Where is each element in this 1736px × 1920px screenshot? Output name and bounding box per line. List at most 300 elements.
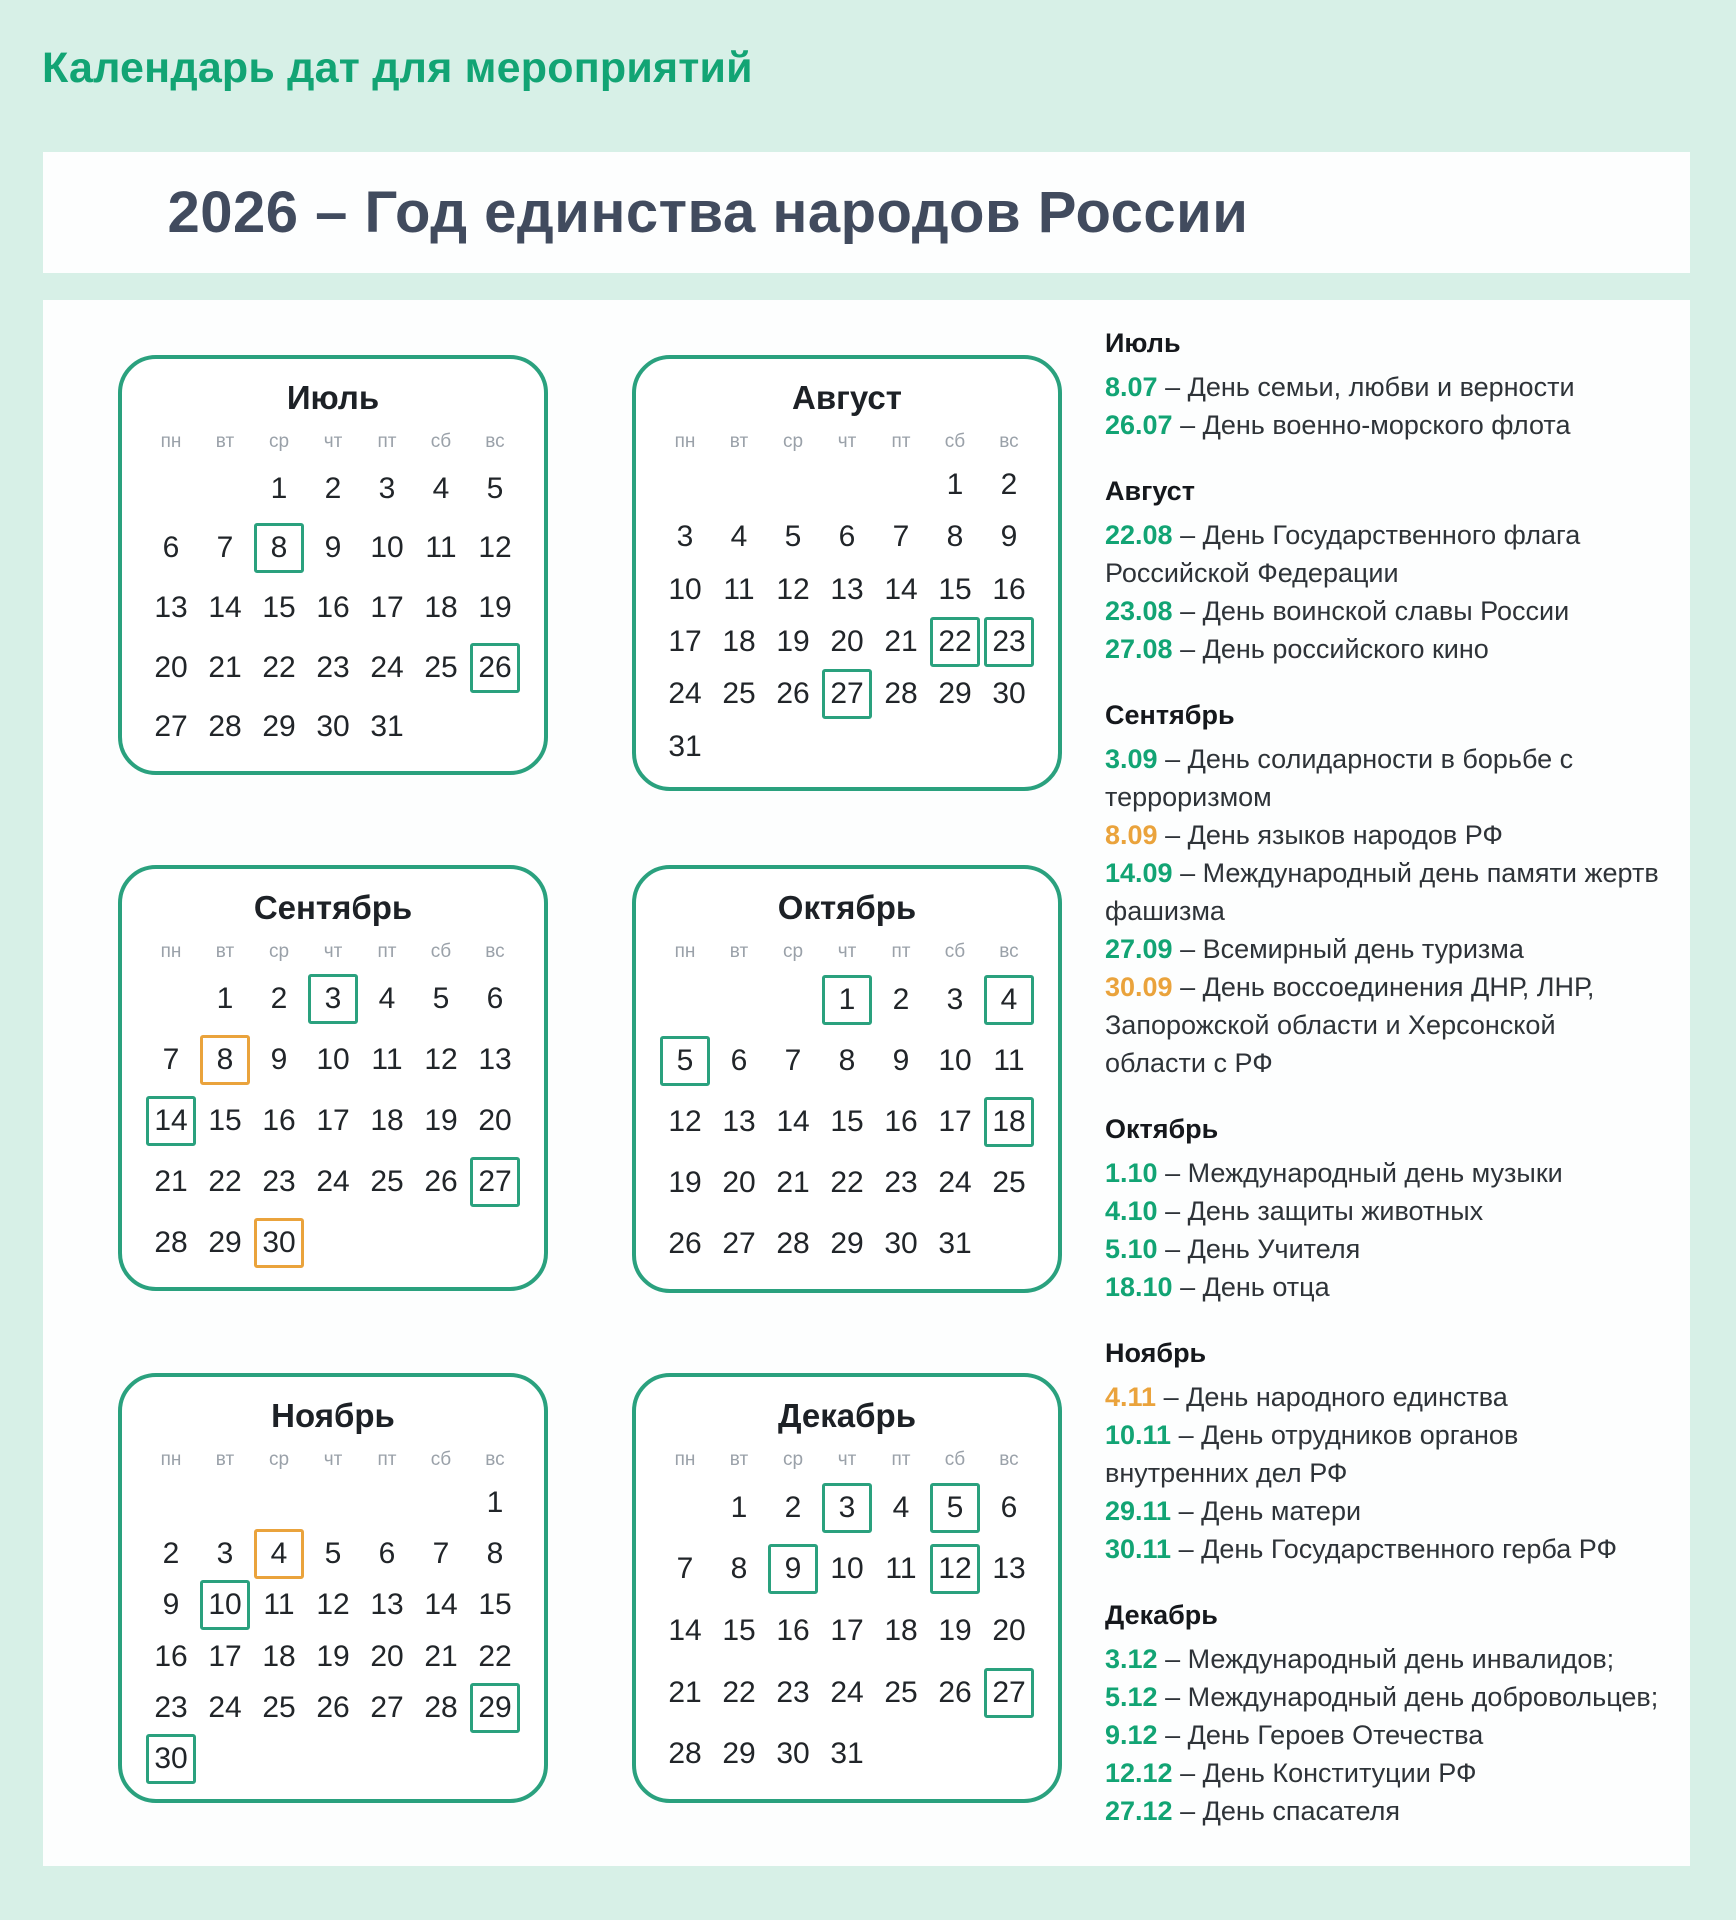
month-title: Октябрь bbox=[777, 889, 917, 926]
day-cell: 23 bbox=[316, 650, 350, 684]
day-cell: 16 bbox=[884, 1104, 918, 1138]
day-cell-empty bbox=[470, 702, 520, 752]
day-cell: 17 bbox=[830, 1613, 864, 1647]
day-cell: 9 bbox=[270, 1043, 288, 1077]
event-item bbox=[1105, 516, 1663, 592]
day-cell-empty bbox=[984, 722, 1034, 772]
day-cell: 26 bbox=[776, 677, 810, 711]
day-cell: 13 bbox=[370, 1588, 404, 1622]
event-item bbox=[1105, 854, 1663, 930]
weekday-label: сб bbox=[944, 431, 966, 452]
weekday-label: вт bbox=[215, 941, 235, 962]
day-cell: 13 bbox=[992, 1552, 1026, 1586]
day-cell: 17 bbox=[208, 1639, 242, 1673]
day-cell: 12 bbox=[668, 1104, 702, 1138]
event-month-header: Август bbox=[1105, 476, 1195, 506]
day-cell-empty bbox=[768, 460, 818, 510]
day-cell: 3 bbox=[378, 471, 396, 505]
event-date: 22.08 bbox=[1105, 520, 1173, 550]
day-cell: 16 bbox=[316, 590, 350, 624]
day-cell-empty bbox=[768, 975, 818, 1025]
month-card bbox=[118, 865, 548, 1291]
day-cell: 16 bbox=[992, 572, 1026, 606]
event-month-header: Декабрь bbox=[1105, 1600, 1218, 1630]
weekday-label: пт bbox=[891, 941, 911, 962]
day-cell-empty bbox=[254, 1478, 304, 1528]
day-cell-empty bbox=[714, 722, 764, 772]
day-cell: 10 bbox=[938, 1043, 972, 1077]
day-cell-highlighted: 30 bbox=[254, 1218, 304, 1268]
day-cell: 2 bbox=[1000, 468, 1018, 502]
day-cell-highlighted: 9 bbox=[768, 1544, 818, 1594]
day-cell-empty bbox=[200, 1478, 250, 1528]
day-cell: 16 bbox=[154, 1639, 188, 1673]
day-cell: 22 bbox=[208, 1164, 242, 1198]
days-grid bbox=[144, 459, 522, 757]
weekday-label: чт bbox=[837, 1449, 857, 1470]
weekday-label: вт bbox=[215, 1449, 235, 1470]
event-text: – Международный день музыки bbox=[1157, 1158, 1563, 1188]
day-cell: 27 bbox=[370, 1690, 404, 1724]
event-text: – День семьи, любви и верности bbox=[1157, 372, 1575, 402]
day-cell-highlighted: 3 bbox=[822, 1483, 872, 1533]
day-cell: 7 bbox=[162, 1043, 180, 1077]
day-cell: 19 bbox=[316, 1639, 350, 1673]
day-cell: 27 bbox=[722, 1227, 756, 1261]
weekday-label: чт bbox=[323, 941, 343, 962]
day-cell: 5 bbox=[324, 1536, 342, 1570]
event-item bbox=[1105, 816, 1663, 854]
day-cell: 1 bbox=[486, 1485, 504, 1519]
day-cell-empty bbox=[876, 1729, 926, 1779]
weekday-label: ср bbox=[268, 1449, 290, 1470]
weekday-row bbox=[144, 1449, 522, 1471]
day-cell-empty bbox=[822, 460, 872, 510]
day-cell: 24 bbox=[668, 677, 702, 711]
day-cell-empty bbox=[416, 1478, 466, 1528]
day-cell-empty bbox=[660, 460, 710, 510]
day-cell: 14 bbox=[668, 1613, 702, 1647]
month-card bbox=[632, 355, 1062, 791]
day-cell: 8 bbox=[486, 1536, 504, 1570]
weekday-label: ср bbox=[268, 431, 290, 452]
day-cell-empty bbox=[416, 702, 466, 752]
weekday-label: чт bbox=[323, 1449, 343, 1470]
day-cell-empty bbox=[146, 1478, 196, 1528]
day-cell-empty bbox=[470, 1734, 520, 1784]
weekday-label: пт bbox=[377, 1449, 397, 1470]
day-cell: 1 bbox=[216, 982, 234, 1016]
day-cell-empty bbox=[876, 722, 926, 772]
event-date: 14.09 bbox=[1105, 858, 1173, 888]
day-cell: 21 bbox=[208, 650, 242, 684]
day-cell: 30 bbox=[884, 1227, 918, 1261]
day-cell: 24 bbox=[830, 1675, 864, 1709]
day-cell-empty bbox=[146, 464, 196, 514]
day-cell: 15 bbox=[208, 1103, 242, 1137]
day-cell-highlighted: 3 bbox=[308, 974, 358, 1024]
event-item bbox=[1105, 1154, 1663, 1192]
day-cell: 1 bbox=[730, 1490, 748, 1524]
day-cell-highlighted: 8 bbox=[254, 523, 304, 573]
day-cell: 24 bbox=[370, 650, 404, 684]
event-item bbox=[1105, 1192, 1663, 1230]
weekday-label: вс bbox=[999, 941, 1019, 962]
event-date: 1.10 bbox=[1105, 1158, 1158, 1188]
day-cell: 11 bbox=[723, 572, 755, 606]
day-cell: 14 bbox=[776, 1104, 810, 1138]
day-cell: 24 bbox=[208, 1690, 242, 1724]
day-cell-empty bbox=[714, 460, 764, 510]
day-cell: 19 bbox=[424, 1103, 458, 1137]
weekday-label: пт bbox=[377, 431, 397, 452]
day-cell: 10 bbox=[830, 1552, 864, 1586]
day-cell: 29 bbox=[722, 1737, 756, 1771]
day-cell: 28 bbox=[884, 677, 918, 711]
weekday-label: чт bbox=[837, 431, 857, 452]
day-cell-highlighted: 30 bbox=[146, 1734, 196, 1784]
day-cell: 17 bbox=[938, 1104, 972, 1138]
day-cell: 12 bbox=[478, 531, 512, 565]
day-cell: 31 bbox=[938, 1227, 972, 1261]
event-text: – День Государственного герба РФ bbox=[1171, 1534, 1618, 1564]
year-banner-title: 2026 – Год единства народов России bbox=[167, 180, 1249, 245]
event-item bbox=[1105, 1792, 1663, 1830]
event-date: 27.12 bbox=[1105, 1796, 1173, 1826]
event-item bbox=[1105, 1230, 1663, 1268]
day-cell-highlighted: 4 bbox=[984, 975, 1034, 1025]
weekday-label: ср bbox=[268, 941, 290, 962]
event-section bbox=[1105, 696, 1663, 1082]
day-cell: 4 bbox=[730, 520, 748, 554]
days-grid bbox=[658, 969, 1036, 1275]
day-cell-empty bbox=[416, 1734, 466, 1784]
day-cell: 31 bbox=[830, 1737, 864, 1771]
day-cell: 8 bbox=[946, 520, 964, 554]
event-date: 12.12 bbox=[1105, 1758, 1173, 1788]
event-text: – День воинской славы России bbox=[1172, 596, 1570, 626]
weekday-label: сб bbox=[944, 941, 966, 962]
day-cell: 4 bbox=[892, 1490, 910, 1524]
day-cell: 14 bbox=[208, 590, 242, 624]
event-section bbox=[1105, 1334, 1663, 1568]
weekday-row bbox=[144, 431, 522, 453]
weekday-label: вс bbox=[485, 431, 505, 452]
event-item bbox=[1105, 1640, 1663, 1678]
weekday-label: пт bbox=[377, 941, 397, 962]
days-grid bbox=[658, 459, 1036, 773]
day-cell: 25 bbox=[722, 677, 756, 711]
event-date: 3.09 bbox=[1105, 744, 1158, 774]
event-section bbox=[1105, 1110, 1663, 1306]
day-cell: 22 bbox=[830, 1166, 864, 1200]
day-cell: 15 bbox=[478, 1588, 512, 1622]
day-cell: 29 bbox=[830, 1227, 864, 1261]
day-cell: 28 bbox=[668, 1737, 702, 1771]
day-cell: 26 bbox=[316, 1690, 350, 1724]
day-cell: 18 bbox=[722, 625, 756, 659]
weekday-label: ср bbox=[782, 941, 804, 962]
day-cell: 17 bbox=[668, 625, 702, 659]
event-text: – Всемирный день туризма bbox=[1172, 934, 1524, 964]
event-text: – День отца bbox=[1172, 1272, 1330, 1302]
day-cell: 22 bbox=[478, 1639, 512, 1673]
day-cell: 22 bbox=[262, 650, 296, 684]
event-text: – День отрудников органов внутренних дел РФ bbox=[1105, 1420, 1519, 1488]
day-cell-empty bbox=[714, 975, 764, 1025]
day-cell-empty bbox=[362, 1478, 412, 1528]
day-cell: 3 bbox=[946, 982, 964, 1016]
day-cell-highlighted: 26 bbox=[470, 643, 520, 693]
event-date: 5.12 bbox=[1105, 1682, 1158, 1712]
day-cell: 13 bbox=[478, 1043, 512, 1077]
day-cell: 9 bbox=[324, 531, 342, 565]
event-text: – День Государственного флага Российской Федерации bbox=[1105, 520, 1581, 588]
day-cell: 13 bbox=[830, 572, 864, 606]
event-text: – Международный день инвалидов; bbox=[1157, 1644, 1615, 1674]
day-cell: 25 bbox=[424, 650, 458, 684]
month-title: Ноябрь bbox=[271, 1397, 395, 1434]
main-panel bbox=[43, 300, 1690, 1866]
day-cell: 1 bbox=[946, 468, 964, 502]
day-cell: 23 bbox=[776, 1675, 810, 1709]
day-cell-empty bbox=[930, 722, 980, 772]
event-month-header: Ноябрь bbox=[1105, 1338, 1207, 1368]
day-cell-highlighted: 10 bbox=[200, 1580, 250, 1630]
weekday-row bbox=[144, 941, 522, 963]
day-cell: 28 bbox=[776, 1227, 810, 1261]
day-cell: 20 bbox=[830, 625, 864, 659]
weekday-label: сб bbox=[944, 1449, 966, 1470]
day-cell: 21 bbox=[154, 1164, 188, 1198]
day-cell-empty bbox=[876, 460, 926, 510]
month-card bbox=[118, 355, 548, 775]
year-banner bbox=[43, 152, 1690, 273]
event-section bbox=[1105, 1596, 1663, 1830]
day-cell-empty bbox=[470, 1218, 520, 1268]
day-cell: 20 bbox=[722, 1166, 756, 1200]
day-cell: 21 bbox=[668, 1675, 702, 1709]
day-cell: 5 bbox=[486, 471, 504, 505]
day-cell: 11 bbox=[371, 1043, 403, 1077]
day-cell: 30 bbox=[992, 677, 1026, 711]
day-cell: 7 bbox=[784, 1043, 802, 1077]
event-month-header: Сентябрь bbox=[1105, 700, 1235, 730]
day-cell-empty bbox=[254, 1734, 304, 1784]
day-cell-empty bbox=[660, 975, 710, 1025]
day-cell-empty bbox=[308, 1478, 358, 1528]
weekday-label: ср bbox=[782, 431, 804, 452]
event-item bbox=[1105, 1530, 1663, 1568]
day-cell: 18 bbox=[370, 1103, 404, 1137]
weekday-label: вс bbox=[485, 941, 505, 962]
event-date: 30.11 bbox=[1105, 1534, 1172, 1564]
day-cell: 6 bbox=[838, 520, 856, 554]
event-date: 3.12 bbox=[1105, 1644, 1158, 1674]
event-text: – День защиты животных bbox=[1157, 1196, 1484, 1226]
day-cell-empty bbox=[146, 974, 196, 1024]
page-title: Календарь дат для мероприятий bbox=[42, 44, 753, 92]
event-text: – День военно-морского флота bbox=[1172, 410, 1571, 440]
day-cell: 7 bbox=[676, 1552, 694, 1586]
day-cell-highlighted: 27 bbox=[822, 669, 872, 719]
day-cell: 17 bbox=[370, 590, 404, 624]
event-month-header: Июль bbox=[1105, 328, 1181, 358]
day-cell-empty bbox=[984, 1729, 1034, 1779]
day-cell: 29 bbox=[208, 1225, 242, 1259]
day-cell: 24 bbox=[938, 1166, 972, 1200]
weekday-label: пн bbox=[674, 431, 696, 452]
weekday-label: вт bbox=[729, 941, 749, 962]
weekday-label: вт bbox=[729, 1449, 749, 1470]
day-cell-highlighted: 22 bbox=[930, 617, 980, 667]
day-cell-empty bbox=[768, 722, 818, 772]
day-cell-highlighted: 5 bbox=[930, 1483, 980, 1533]
weekday-label: пн bbox=[160, 1449, 182, 1470]
day-cell: 30 bbox=[776, 1737, 810, 1771]
day-cell: 1 bbox=[270, 471, 288, 505]
day-cell: 12 bbox=[316, 1588, 350, 1622]
day-cell-empty bbox=[822, 722, 872, 772]
day-cell: 23 bbox=[884, 1166, 918, 1200]
day-cell: 21 bbox=[884, 625, 918, 659]
event-item bbox=[1105, 740, 1663, 816]
day-cell: 7 bbox=[216, 531, 234, 565]
day-cell-highlighted: 5 bbox=[660, 1036, 710, 1086]
day-cell: 18 bbox=[884, 1613, 918, 1647]
day-cell: 26 bbox=[424, 1164, 458, 1198]
weekday-label: ср bbox=[782, 1449, 804, 1470]
day-cell-highlighted: 4 bbox=[254, 1529, 304, 1579]
day-cell: 6 bbox=[378, 1536, 396, 1570]
day-cell: 15 bbox=[722, 1613, 756, 1647]
day-cell: 19 bbox=[776, 625, 810, 659]
day-cell: 11 bbox=[993, 1043, 1025, 1077]
event-date: 4.11 bbox=[1105, 1382, 1157, 1412]
weekday-row bbox=[658, 431, 1036, 453]
day-cell: 28 bbox=[208, 710, 242, 744]
event-text: – Международный день памяти жертв фашизма bbox=[1105, 858, 1659, 926]
day-cell-empty bbox=[984, 1219, 1034, 1269]
event-text: – День солидарности в борьбе с терроризмом bbox=[1105, 744, 1574, 812]
day-cell: 4 bbox=[378, 982, 396, 1016]
event-text: – День матери bbox=[1171, 1496, 1362, 1526]
weekday-label: чт bbox=[837, 941, 857, 962]
day-cell: 29 bbox=[938, 677, 972, 711]
event-date: 23.08 bbox=[1105, 596, 1173, 626]
day-cell: 30 bbox=[316, 710, 350, 744]
day-cell: 10 bbox=[668, 572, 702, 606]
month-title: Декабрь bbox=[778, 1397, 916, 1434]
day-cell: 19 bbox=[668, 1166, 702, 1200]
day-cell: 23 bbox=[262, 1164, 296, 1198]
event-text: – День российского кино bbox=[1172, 634, 1489, 664]
month-card bbox=[632, 1373, 1062, 1803]
day-cell: 15 bbox=[938, 572, 972, 606]
weekday-label: сб bbox=[430, 941, 452, 962]
day-cell: 2 bbox=[324, 471, 342, 505]
day-cell: 2 bbox=[270, 982, 288, 1016]
day-cell: 13 bbox=[722, 1104, 756, 1138]
day-cell: 21 bbox=[776, 1166, 810, 1200]
day-cell: 26 bbox=[668, 1227, 702, 1261]
weekday-label: пн bbox=[674, 1449, 696, 1470]
event-section bbox=[1105, 324, 1663, 444]
event-date: 8.09 bbox=[1105, 820, 1158, 850]
day-cell: 9 bbox=[1000, 520, 1018, 554]
day-cell: 20 bbox=[478, 1103, 512, 1137]
day-cell-highlighted: 12 bbox=[930, 1544, 980, 1594]
day-cell: 6 bbox=[1000, 1490, 1018, 1524]
event-date: 18.10 bbox=[1105, 1272, 1173, 1302]
month-card bbox=[118, 1373, 548, 1803]
day-cell: 9 bbox=[162, 1588, 180, 1622]
day-cell-empty bbox=[308, 1218, 358, 1268]
day-cell: 15 bbox=[830, 1104, 864, 1138]
event-item bbox=[1105, 1716, 1663, 1754]
weekday-label: пн bbox=[160, 431, 182, 452]
weekday-label: пн bbox=[160, 941, 182, 962]
weekday-row bbox=[658, 941, 1036, 963]
weekday-label: вс bbox=[999, 431, 1019, 452]
day-cell: 19 bbox=[938, 1613, 972, 1647]
day-cell: 25 bbox=[992, 1166, 1026, 1200]
weekday-label: вт bbox=[215, 431, 235, 452]
day-cell: 27 bbox=[154, 710, 188, 744]
weekday-label: вс bbox=[999, 1449, 1019, 1470]
event-item bbox=[1105, 368, 1663, 406]
day-cell-empty bbox=[308, 1734, 358, 1784]
event-date: 4.10 bbox=[1105, 1196, 1158, 1226]
event-date: 26.07 bbox=[1105, 410, 1173, 440]
days-grid bbox=[144, 969, 522, 1273]
day-cell: 25 bbox=[370, 1164, 404, 1198]
day-cell-highlighted: 14 bbox=[146, 1096, 196, 1146]
day-cell: 14 bbox=[424, 1588, 458, 1622]
event-text: – День воссоединения ДНР, ЛНР, Запорожской области и Херсонской области с РФ bbox=[1105, 972, 1595, 1078]
day-cell: 6 bbox=[486, 982, 504, 1016]
day-cell: 13 bbox=[154, 590, 188, 624]
event-date: 27.09 bbox=[1105, 934, 1173, 964]
day-cell-highlighted: 27 bbox=[984, 1668, 1034, 1718]
event-date: 30.09 bbox=[1105, 972, 1173, 1002]
month-title: Сентябрь bbox=[253, 889, 413, 926]
event-date: 9.12 bbox=[1105, 1720, 1158, 1750]
weekday-label: сб bbox=[430, 431, 452, 452]
day-cell-highlighted: 8 bbox=[200, 1035, 250, 1085]
event-item bbox=[1105, 1268, 1663, 1306]
weekday-label: вс bbox=[485, 1449, 505, 1470]
day-cell: 16 bbox=[776, 1613, 810, 1647]
day-cell: 11 bbox=[885, 1552, 917, 1586]
day-cell: 24 bbox=[316, 1164, 350, 1198]
day-cell: 20 bbox=[370, 1639, 404, 1673]
day-cell: 25 bbox=[262, 1690, 296, 1724]
day-cell: 19 bbox=[478, 590, 512, 624]
event-text: – День спасателя bbox=[1172, 1796, 1400, 1826]
event-item bbox=[1105, 630, 1663, 668]
day-cell: 22 bbox=[722, 1675, 756, 1709]
event-item bbox=[1105, 1378, 1663, 1416]
day-cell-empty bbox=[930, 1729, 980, 1779]
day-cell: 3 bbox=[216, 1536, 234, 1570]
event-item bbox=[1105, 592, 1663, 630]
day-cell: 5 bbox=[784, 520, 802, 554]
day-cell-empty bbox=[416, 1218, 466, 1268]
day-cell-empty bbox=[200, 1734, 250, 1784]
day-cell-empty bbox=[362, 1734, 412, 1784]
day-cell: 2 bbox=[892, 982, 910, 1016]
